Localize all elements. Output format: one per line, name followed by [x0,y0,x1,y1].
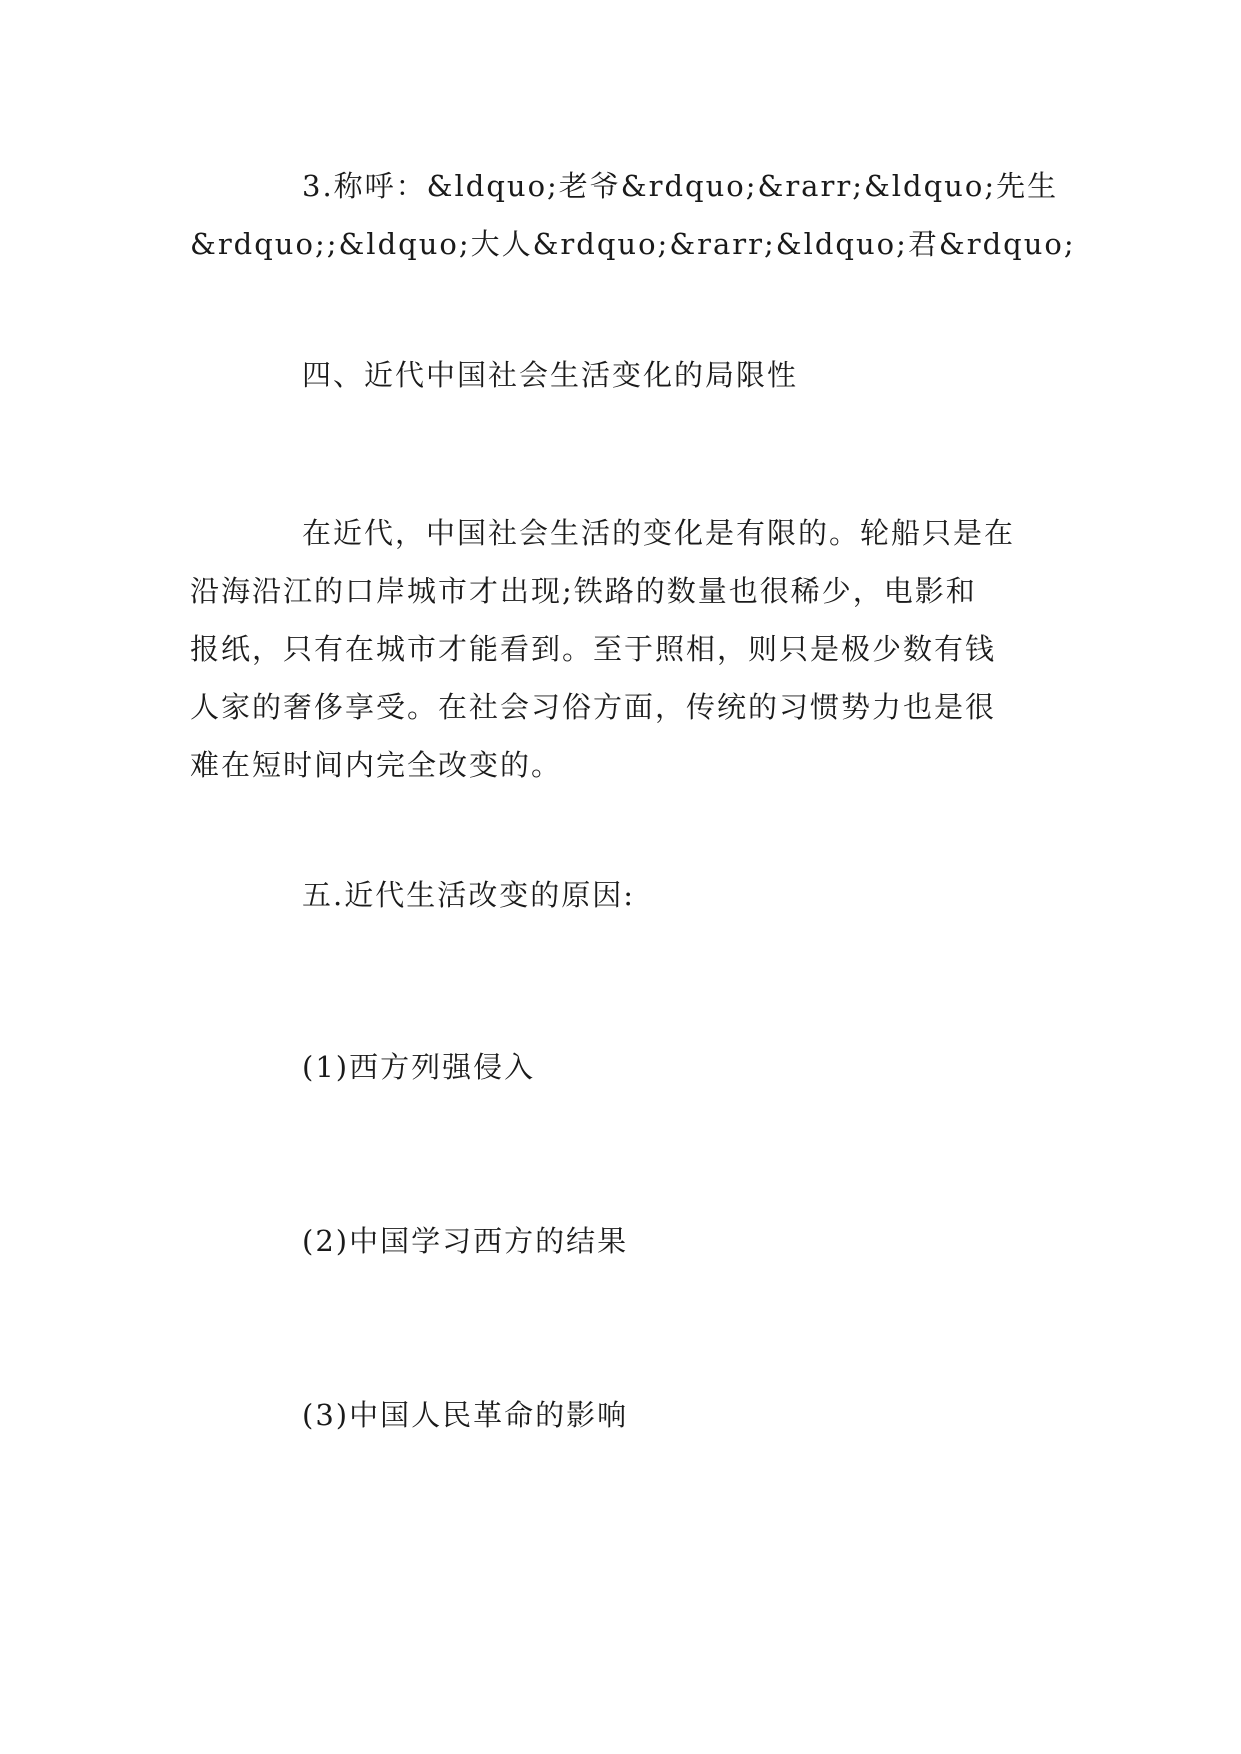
text-line: 3.称呼：&ldquo;老爷&rdquo;&rarr;&ldquo;先生 [302,169,1059,203]
text-line: 人家的奢侈享受。在社会习俗方面，传统的习惯势力也是很 [190,690,997,724]
paragraph-limitations [190,504,1052,794]
list-item: (3)中国人民革命的影响 [302,1398,629,1432]
section-heading-5: 五.近代生活改变的原因: [302,878,635,912]
text-line: 报纸，只有在城市才能看到。至于照相，则只是极少数有钱 [190,632,997,666]
text-line: 沿海沿江的口岸城市才出现;铁路的数量也很稀少，电影和 [190,574,977,608]
text-line: &rdquo;;&ldquo;大人&rdquo;&rarr;&ldquo;君&rdquo; [190,227,1076,261]
text-line: 在近代，中国社会生活的变化是有限的。轮船只是在 [302,516,1016,550]
text-line: 难在短时间内完全改变的。 [190,748,563,782]
section-heading-4: 四、近代中国社会生活变化的局限性 [302,358,799,392]
list-item: (2)中国学习西方的结果 [302,1224,629,1258]
list-item: (1)西方列强侵入 [302,1050,536,1084]
paragraph-forms-of-address [190,157,1076,273]
